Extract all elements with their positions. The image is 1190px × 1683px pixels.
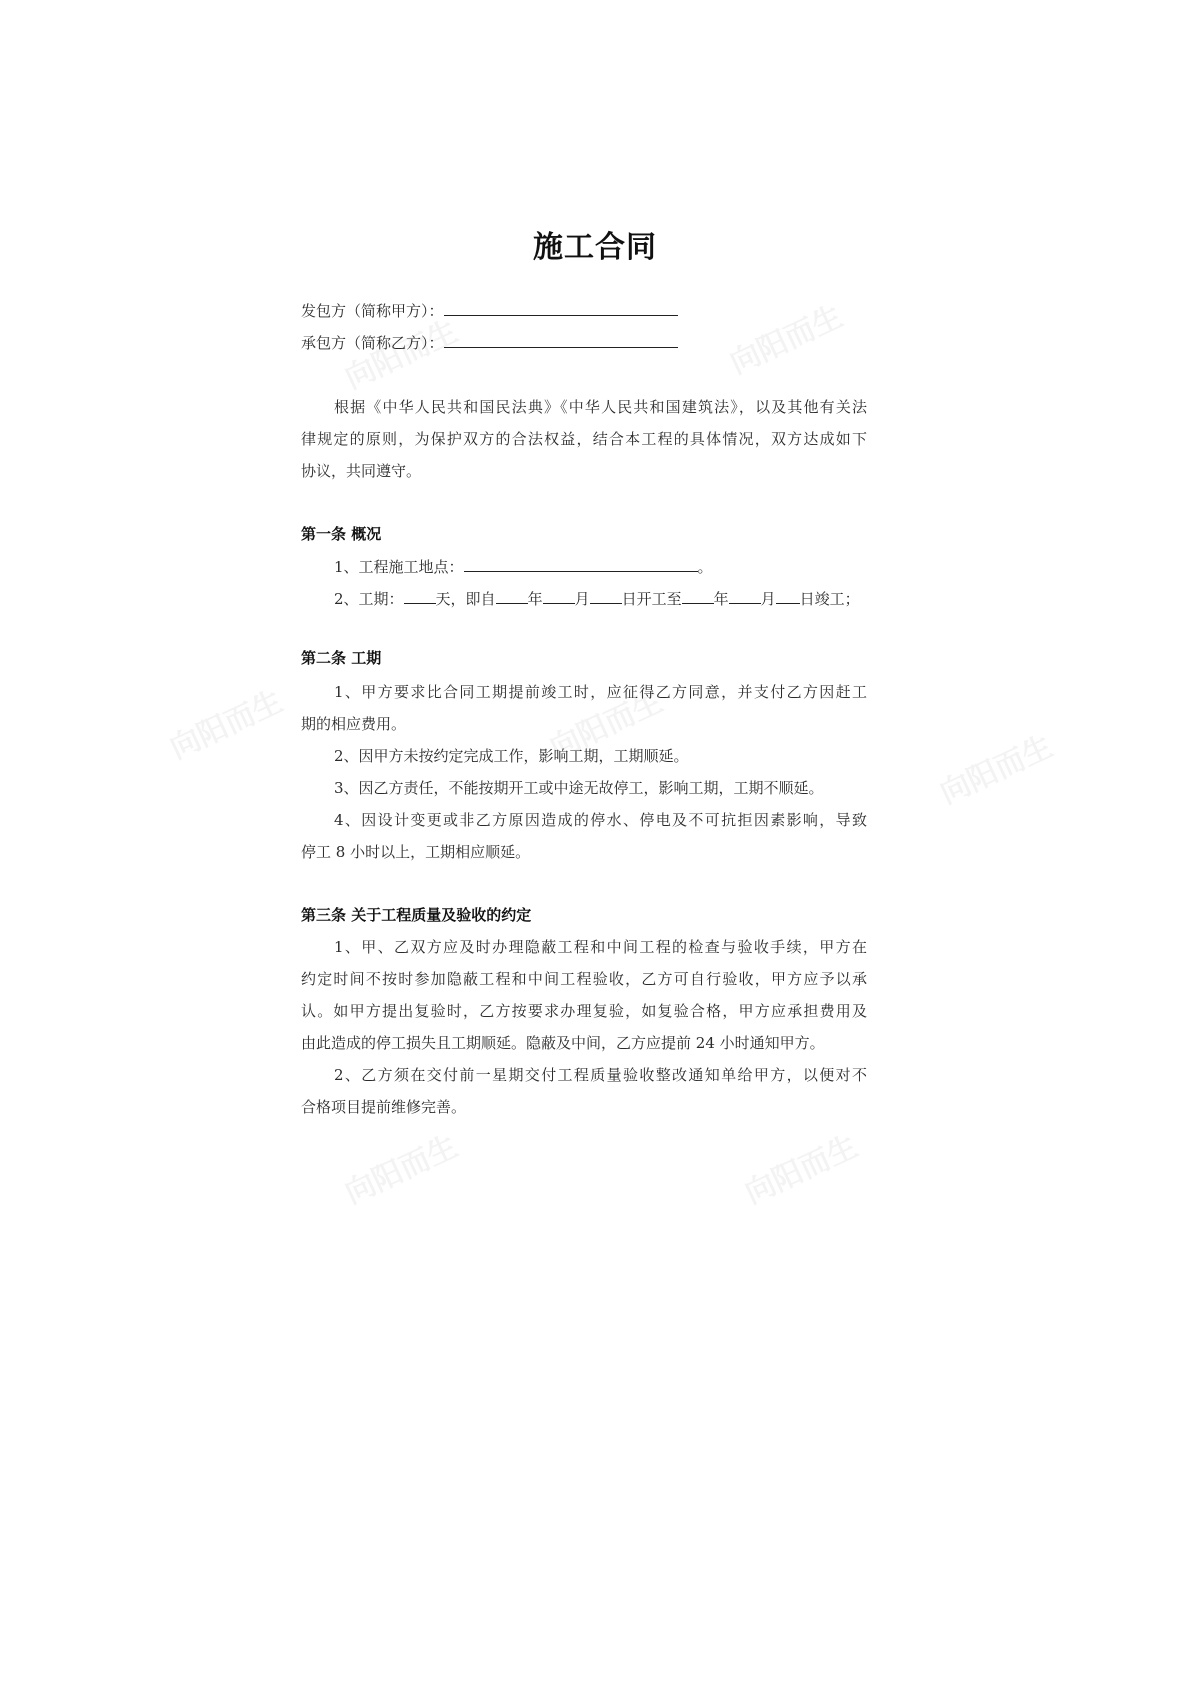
preamble-line: 根据《中华人民共和国民法典》《中华人民共和国建筑法》，以及其他有关法 <box>334 398 867 416</box>
article-3-line: 由此造成的停工损失且工期顺延。隐蔽及中间，乙方应提前 24 小时通知甲方。 <box>301 1034 825 1052</box>
site-label: 1、工程施工地点： <box>334 558 464 576</box>
article-2-line: 停工 8 小时以上，工期相应顺延。 <box>301 843 531 861</box>
watermark <box>931 722 1058 813</box>
article-2-line: 3、因乙方责任，不能按期开工或中途无故停工，影响工期，工期不顺延。 <box>334 779 824 797</box>
page-title: 施工合同 <box>533 230 657 265</box>
article-3-line: 认。如甲方提出复验时，乙方按要求办理复验，如复验合格，甲方应承担费用及 <box>301 1002 867 1020</box>
party-b-line <box>301 332 678 353</box>
party-b-blank <box>444 332 678 348</box>
start-day-text: 日开工至 <box>621 590 682 608</box>
site-blank <box>464 556 698 572</box>
end-month-blank <box>729 588 761 604</box>
article-2-line: 期的相应费用。 <box>301 715 407 733</box>
end-day-blank <box>776 588 800 604</box>
start-year-text: 年 <box>527 590 543 608</box>
article-2-heading: 第二条 工期 <box>301 649 382 667</box>
end-year-blank <box>682 588 714 604</box>
end-year-text: 年 <box>713 590 729 608</box>
party-b-label: 承包方（简称乙方）： <box>301 334 444 352</box>
article-3-heading: 第三条 关于工程质量及验收的约定 <box>301 906 532 924</box>
end-month-text: 月 <box>760 590 776 608</box>
start-month-text: 月 <box>574 590 590 608</box>
end-day-text: 日竣工； <box>799 590 860 608</box>
party-a-blank <box>444 300 678 316</box>
start-day-blank <box>590 588 622 604</box>
article-2-line: 2、因甲方未按约定完成工作，影响工期，工期顺延。 <box>334 747 689 765</box>
days-text: 天，即自 <box>435 590 496 608</box>
article-3-line: 约定时间不按时参加隐蔽工程和中间工程验收，乙方可自行验收，甲方应予以承 <box>301 970 867 988</box>
start-month-blank <box>543 588 575 604</box>
article-3-line: 1、甲、乙双方应及时办理隐蔽工程和中间工程的检查与验收手续，甲方在 <box>334 938 867 956</box>
article-1-item-1 <box>334 556 713 577</box>
duration-label: 2、工期： <box>334 590 404 608</box>
preamble-line: 律规定的原则，为保护双方的合法权益，结合本工程的具体情况，双方达成如下 <box>301 430 867 448</box>
days-blank <box>404 588 436 604</box>
article-3-line: 2、乙方须在交付前一星期交付工程质量验收整改通知单给甲方，以便对不 <box>334 1066 867 1084</box>
article-1-item-2 <box>334 588 860 609</box>
party-a-label: 发包方（简称甲方）： <box>301 302 444 320</box>
start-year-blank <box>496 588 528 604</box>
preamble-line: 协议，共同遵守。 <box>301 462 422 480</box>
watermark <box>336 1122 463 1213</box>
watermark <box>721 292 848 383</box>
article-2-line: 1、甲方要求比合同工期提前竣工时，应征得乙方同意，并支付乙方因赶工 <box>334 683 867 701</box>
article-2-line: 4、因设计变更或非乙方原因造成的停水、停电及不可抗拒因素影响，导致 <box>334 811 867 829</box>
article-3-line: 合格项目提前维修完善。 <box>301 1098 467 1116</box>
watermark <box>161 677 288 768</box>
party-a-line <box>301 300 678 321</box>
watermark <box>736 1122 863 1213</box>
article-1-heading: 第一条 概况 <box>301 525 382 543</box>
site-end: 。 <box>697 558 713 576</box>
